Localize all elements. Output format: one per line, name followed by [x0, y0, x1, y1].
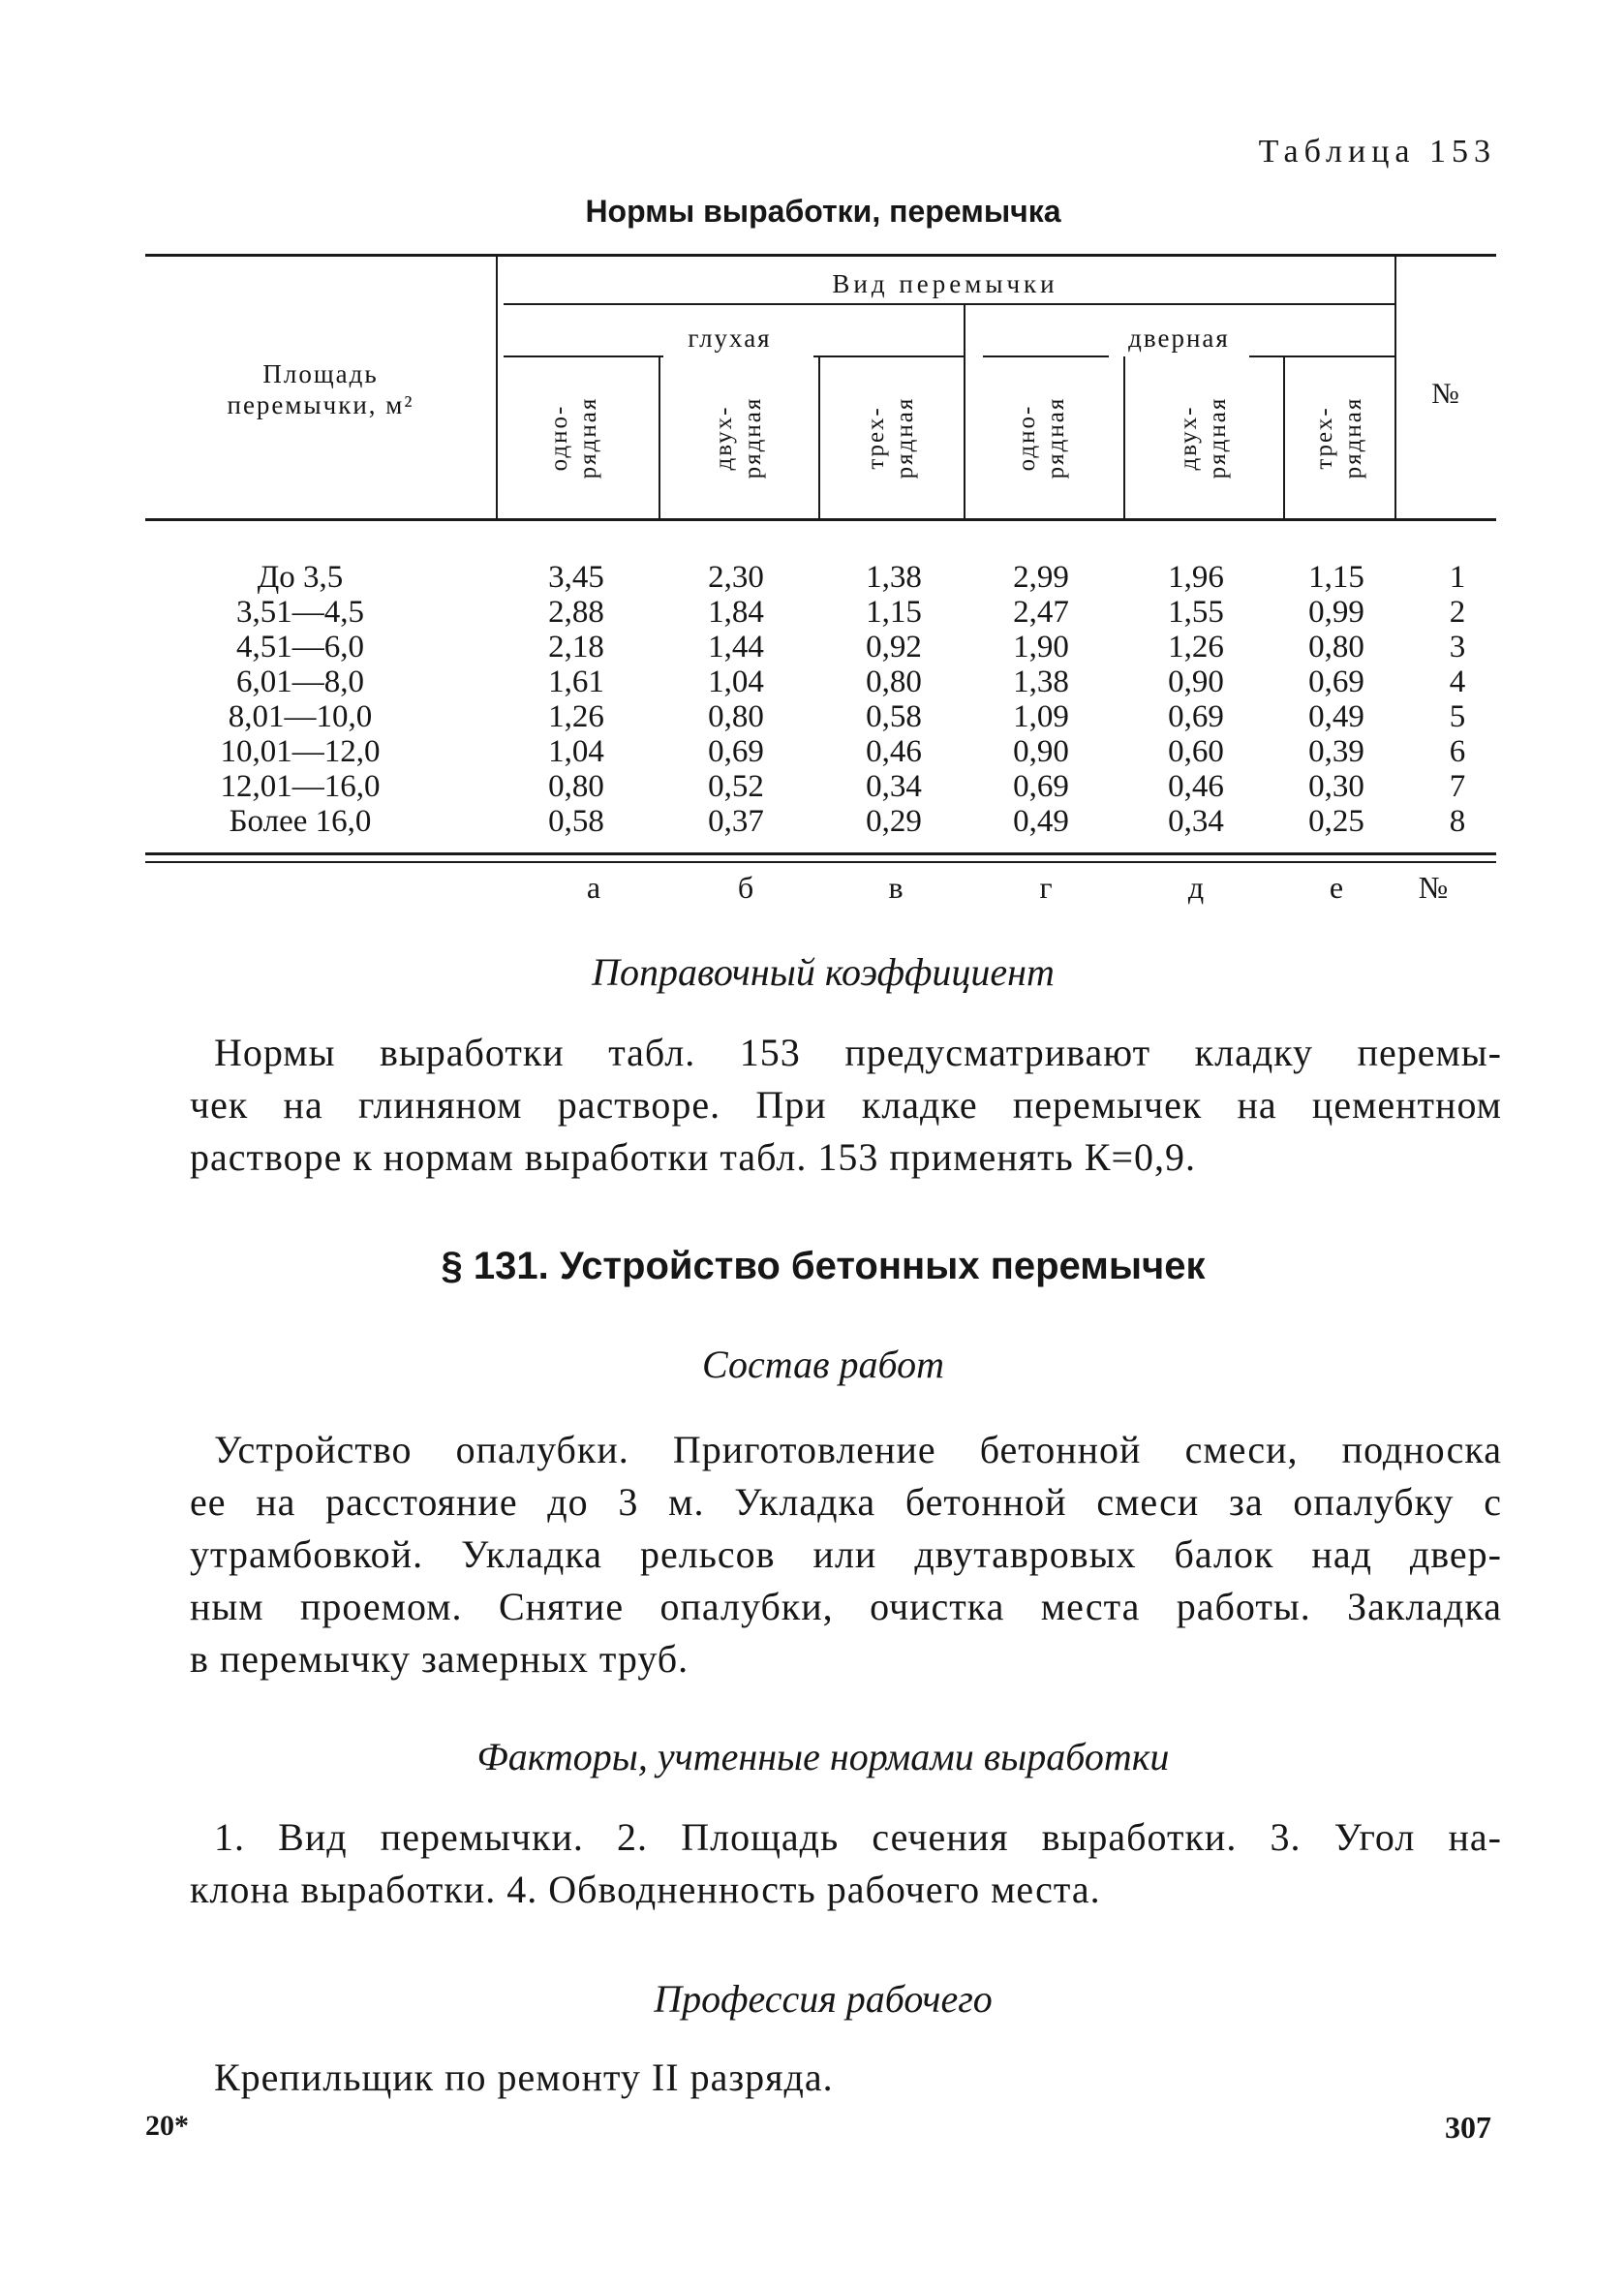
row-number: 8 — [1449, 804, 1466, 839]
subgroup-door: дверная — [1128, 324, 1230, 353]
area-cell: До 3,5 — [257, 560, 344, 595]
value-cell: 0,80 — [548, 769, 604, 804]
work-composition-paragraph — [190, 1424, 1502, 1685]
col-a — [504, 560, 649, 839]
col-d — [968, 560, 1114, 839]
value-cell: 3,45 — [548, 560, 604, 595]
value-cell: 1,38 — [1013, 664, 1069, 699]
value-cell: 0,69 — [1013, 769, 1069, 804]
row-number: 5 — [1449, 699, 1466, 734]
factors-paragraph — [190, 1811, 1502, 1916]
column-letter: д — [1187, 870, 1205, 905]
area-header-line-2: перемычки, м² — [227, 390, 414, 419]
row-number-column — [1419, 560, 1496, 839]
value-cell: 0,80 — [1308, 630, 1364, 664]
col-b — [663, 560, 809, 839]
value-cell: 1,61 — [548, 664, 604, 699]
value-cell: 1,44 — [708, 630, 764, 664]
profession-paragraph — [190, 2052, 1502, 2104]
col-e — [1123, 560, 1269, 839]
row-number: 7 — [1449, 769, 1466, 804]
column-letter: г — [1039, 870, 1053, 905]
value-cell: 1,15 — [866, 595, 922, 630]
area-cell: 6,01—8,0 — [236, 664, 364, 699]
value-cell: 0,60 — [1168, 734, 1224, 769]
value-cell: 0,90 — [1168, 664, 1224, 699]
table-title: Нормы выработки, перемычка — [585, 194, 1061, 229]
value-cell: 0,39 — [1308, 734, 1364, 769]
row-number: 6 — [1449, 734, 1466, 769]
column-letter: е — [1329, 870, 1344, 905]
value-cell: 0,80 — [708, 699, 764, 734]
col-divider-4 — [1123, 356, 1125, 519]
signature-mark: 20* — [145, 2110, 189, 2142]
value-cell: 0,69 — [1308, 664, 1364, 699]
col-c — [821, 560, 966, 839]
column-letter: в — [888, 870, 904, 905]
page-number: 307 — [1445, 2110, 1491, 2145]
group-rule — [504, 303, 1394, 305]
subgroup-rule-right-b — [1249, 355, 1394, 357]
table-bottom-rule — [145, 852, 1496, 855]
group-header: Вид перемычки — [832, 269, 1058, 298]
col-header-door-double: двух- рядная — [1176, 396, 1231, 479]
work-composition-heading: Состав работ — [702, 1343, 944, 1386]
value-cell: 0,58 — [866, 699, 922, 734]
area-column — [145, 560, 455, 839]
col-header-blind-single: одно- рядная — [546, 396, 601, 479]
subgroup-rule-left-a — [504, 355, 663, 357]
value-cell: 0,99 — [1308, 595, 1364, 630]
area-cell: 4,51—6,0 — [236, 630, 364, 664]
area-header-line-1: Площадь — [262, 359, 379, 388]
value-cell: 2,88 — [548, 595, 604, 630]
correction-heading: Поправочный коэффициент — [592, 950, 1055, 994]
row-number: 3 — [1449, 630, 1466, 664]
value-cell: 0,46 — [1168, 769, 1224, 804]
col-header-door-triple: трех- рядная — [1311, 396, 1366, 479]
column-letter: а — [586, 870, 601, 905]
value-cell: 0,25 — [1308, 804, 1364, 839]
value-cell: 1,55 — [1168, 595, 1224, 630]
value-cell: 0,69 — [708, 734, 764, 769]
value-cell: 0,80 — [866, 664, 922, 699]
value-cell: 1,38 — [866, 560, 922, 595]
row-number: 2 — [1449, 595, 1466, 630]
value-cell: 0,34 — [866, 769, 922, 804]
row-number: 4 — [1449, 664, 1466, 699]
area-cell: 10,01—12,0 — [220, 734, 381, 769]
paragraph-line: Устройство опалубки. Приготовление бетонной смеси, подноска — [214, 1428, 1502, 1471]
col-divider-2 — [818, 356, 820, 519]
value-cell: 1,26 — [548, 699, 604, 734]
value-cell: 2,99 — [1013, 560, 1069, 595]
paragraph-line: чек на глиняном растворе. При кладке перемычек на цементном — [190, 1083, 1502, 1127]
section-heading: § 131. Устройство бетонных перемычек — [441, 1245, 1206, 1287]
letters-num-mark: № — [1418, 870, 1449, 905]
table-bottom-rule-2 — [145, 861, 1496, 863]
paragraph-line: ным проемом. Снятие опалубки, очистка места работы. Закладка — [190, 1585, 1502, 1628]
paragraph-line: Крепильщик по ремонту II разряда. — [214, 2055, 834, 2099]
value-cell: 0,49 — [1308, 699, 1364, 734]
value-cell: 0,69 — [1168, 699, 1224, 734]
value-cell: 1,04 — [548, 734, 604, 769]
col-divider-1 — [659, 356, 660, 519]
value-cell: 0,34 — [1168, 804, 1224, 839]
paragraph-line: утрамбовкой. Укладка рельсов или двутавровых балок над двер- — [190, 1532, 1502, 1576]
subgroup-blind: глухая — [688, 324, 772, 353]
value-cell: 0,46 — [866, 734, 922, 769]
area-header — [145, 358, 496, 420]
value-cell: 2,47 — [1013, 595, 1069, 630]
value-cell: 0,90 — [1013, 734, 1069, 769]
value-cell: 1,26 — [1168, 630, 1224, 664]
paragraph-line: растворе к нормам выработки табл. 153 применять К=0,9. — [190, 1135, 1197, 1179]
paragraph-line: клона выработки. 4. Обводненность рабочего места. — [190, 1868, 1101, 1911]
value-cell: 2,18 — [548, 630, 604, 664]
paragraph-line: в перемычку замерных труб. — [190, 1637, 689, 1681]
value-cell: 2,30 — [708, 560, 764, 595]
value-cell: 1,90 — [1013, 630, 1069, 664]
value-cell: 1,09 — [1013, 699, 1069, 734]
column-letter: б — [737, 870, 754, 905]
subgroup-rule-right-a — [983, 355, 1109, 357]
value-cell: 0,52 — [708, 769, 764, 804]
value-cell: 0,29 — [866, 804, 922, 839]
paragraph-line: Нормы выработки табл. 153 предусматривают кладку перемы- — [214, 1031, 1502, 1074]
num-header: № — [1431, 378, 1459, 410]
area-cell: 12,01—16,0 — [220, 769, 381, 804]
value-cell: 0,37 — [708, 804, 764, 839]
factors-heading: Факторы, учтенные нормами выработки — [476, 1735, 1170, 1778]
table-top-rule — [145, 254, 1496, 257]
area-cell: 8,01—10,0 — [228, 699, 373, 734]
col-divider-5 — [1283, 356, 1285, 519]
col-header-blind-triple: трех- рядная — [863, 396, 918, 479]
value-cell: 0,58 — [548, 804, 604, 839]
col-header-door-single: одно- рядная — [1014, 396, 1069, 479]
table-label: Таблица 153 — [1258, 134, 1496, 170]
row-number: 1 — [1449, 560, 1466, 595]
header-bottom-rule — [145, 518, 1496, 521]
col-f — [1264, 560, 1409, 839]
subgroup-rule-left-b — [813, 355, 964, 357]
paragraph-line: 1. Вид перемычки. 2. Площадь сечения выработки. 3. Угол на- — [214, 1815, 1502, 1859]
paragraph-line: ее на расстояние до 3 м. Укладка бетонной смеси за опалубку с — [190, 1480, 1502, 1524]
value-cell: 1,15 — [1308, 560, 1364, 595]
value-cell: 1,04 — [708, 664, 764, 699]
value-cell: 0,30 — [1308, 769, 1364, 804]
value-cell: 0,92 — [866, 630, 922, 664]
area-cell: 3,51—4,5 — [236, 595, 364, 630]
value-cell: 1,96 — [1168, 560, 1224, 595]
profession-heading: Профессия рабочего — [654, 1977, 993, 2021]
value-cell: 0,49 — [1013, 804, 1069, 839]
value-cell: 1,84 — [708, 595, 764, 630]
col-header-blind-double: двух- рядная — [711, 396, 766, 479]
correction-paragraph — [190, 1027, 1502, 1184]
area-cell: Более 16,0 — [229, 804, 372, 839]
